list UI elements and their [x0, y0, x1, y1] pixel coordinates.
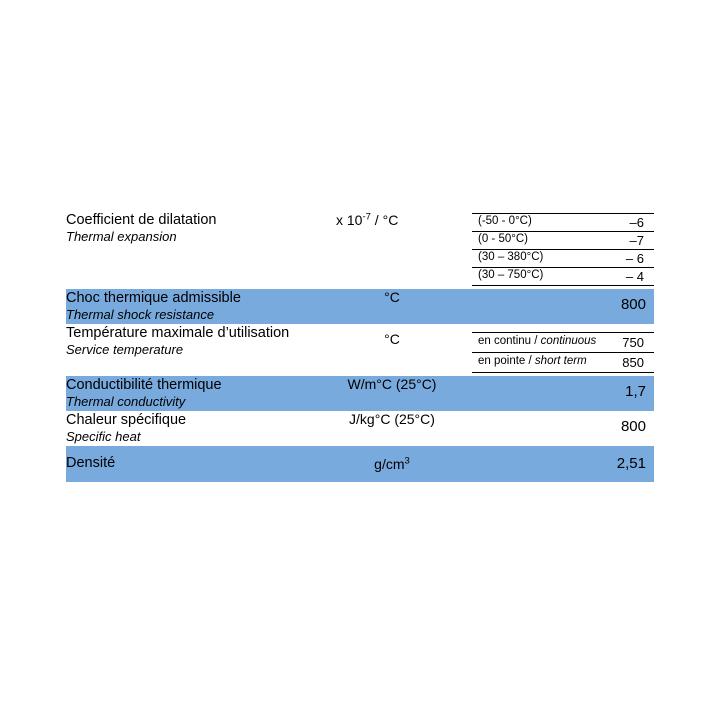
- value-number: –6: [629, 215, 644, 230]
- row-unit-text: °C: [384, 331, 400, 348]
- table-row: [66, 376, 654, 411]
- value-subrow: [472, 232, 654, 250]
- row-unit-text: [374, 456, 410, 472]
- value-number: 850: [598, 353, 654, 373]
- row-label-fr: Coefficient de dilatation: [66, 212, 217, 228]
- value-range: [472, 353, 598, 373]
- row-label-en: Thermal expansion: [66, 229, 177, 245]
- row-unit-cell: [312, 376, 472, 411]
- value-subrow: [472, 353, 654, 373]
- unit-suffix: / °C: [370, 211, 399, 228]
- value-subtable-wrapper: [472, 332, 654, 373]
- properties-table-container: [66, 211, 654, 482]
- row-label-fr: Conductibilité thermique: [66, 377, 222, 394]
- value-subtable: [472, 214, 654, 285]
- properties-table: [66, 211, 654, 482]
- row-label-fr: Chaleur spécifique: [66, 412, 187, 429]
- row-label-cell: [66, 211, 312, 286]
- row-unit-text: W/m°C (25°C): [347, 376, 437, 393]
- value-range-en: short term: [534, 355, 587, 368]
- value-range-en: continuous: [540, 335, 597, 348]
- value-subtable: [472, 333, 654, 372]
- row-unit-cell: [312, 211, 472, 286]
- row-unit-text: J/kg°C (25°C): [349, 411, 435, 428]
- value-range-fr: en pointe: [478, 355, 526, 368]
- value-subrow: [472, 333, 654, 353]
- unit-prefix: x 10: [336, 211, 363, 228]
- row-unit-cell: [312, 446, 472, 482]
- row-value: 2,51: [616, 455, 646, 473]
- row-value: 1,7: [625, 383, 646, 401]
- value-number: – 6: [598, 250, 654, 268]
- row-label-cell: [66, 446, 312, 482]
- row-label-en: Specific heat: [66, 429, 141, 445]
- row-label-fr: Température maximale d’utilisation: [66, 325, 290, 342]
- value-subtable-wrapper: [472, 213, 654, 286]
- value-number: – 4: [598, 268, 654, 286]
- table-row: [66, 324, 654, 373]
- row-value-cell: [472, 324, 654, 373]
- table-row: [66, 411, 654, 446]
- unit-exponent: -7: [362, 211, 371, 222]
- value-subrow: [472, 250, 654, 268]
- table-row: [66, 211, 654, 286]
- row-label-fr: Choc thermique admissible: [66, 290, 241, 306]
- row-unit-cell: [312, 324, 472, 373]
- value-number: –7: [598, 232, 654, 250]
- row-label-cell: [66, 411, 312, 446]
- value-range-fr: en continu: [478, 335, 532, 348]
- row-label-en: Service temperature: [66, 342, 184, 358]
- row-label-fr: Densité: [66, 455, 116, 472]
- row-value: 800: [620, 296, 646, 313]
- row-label-en: Thermal conductivity: [66, 394, 186, 410]
- row-label-cell: [66, 289, 312, 324]
- value-subrow: [472, 268, 654, 286]
- row-unit-cell: [312, 411, 472, 446]
- value-range: [472, 333, 598, 353]
- row-label-en: Thermal shock resistance: [66, 307, 215, 323]
- row-label-cell: [66, 324, 312, 373]
- value-range-sep: /: [525, 355, 535, 368]
- value-range: (0 - 50°C): [472, 232, 598, 250]
- row-value-cell: [472, 376, 654, 411]
- row-value: 800: [620, 418, 646, 436]
- row-label-cell: [66, 376, 312, 411]
- value-number: 750: [622, 335, 644, 351]
- row-unit-text: [336, 212, 398, 228]
- row-value-cell: [472, 211, 654, 286]
- value-range: (30 – 380°C): [472, 250, 598, 268]
- value-range-sep: /: [531, 335, 541, 348]
- value-range: (30 – 750°C): [472, 268, 598, 286]
- value-subrow: [472, 214, 654, 232]
- unit-prefix: g/cm: [374, 455, 405, 472]
- table-row: [66, 289, 654, 324]
- row-value-cell: [472, 446, 654, 482]
- row-value-cell: [472, 289, 654, 324]
- unit-exponent: 3: [404, 455, 410, 467]
- row-value-cell: [472, 411, 654, 446]
- row-unit-text: °C: [384, 289, 400, 305]
- table-row: [66, 446, 654, 482]
- value-range: (-50 - 0°C): [478, 215, 532, 227]
- row-unit-cell: [312, 289, 472, 324]
